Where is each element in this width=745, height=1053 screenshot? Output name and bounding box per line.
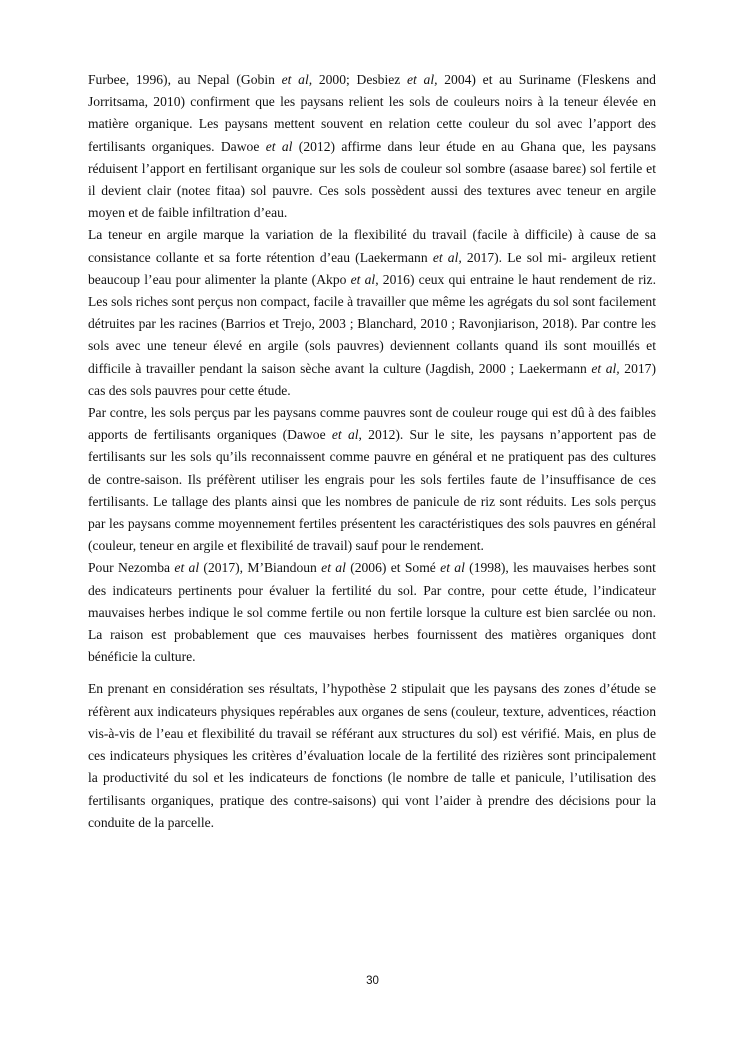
text-run: La teneur en argile marque la variation de la flexibilité du travail (facile à difficile) à cause de sa consistance collante et sa forte rétention d’eau (Laekermann — [88, 227, 656, 265]
text-run: (1998), les mauvaises herbes sont des indicateurs pertinents pour évaluer la fertilité du sol. Par contre, pour cette étude, l’indicateur mauvaises herbes indique le sol comme fertile ou non fertile lorsque la culture est bien sarclée ou non. La raison est probablement que ces mauvaises herbes fournissent des matières organiques dont bénéficie la culture. — [88, 560, 656, 665]
text-run: Par contre, les sols perçus par les paysans comme pauvres sont de couleur rouge qui est dû à des faibles apports de fertilisants organiques (Dawoe — [88, 405, 656, 443]
text-run: 2004) et au Suriname (Fleskens and Jorritsama, 2010) confirment que les paysans relient les sols de couleurs noirs à la teneur élevée en matière organique. Les paysans mettent souvent en relation cette couleur du sol avec l’apport des fertilisants organiques. Dawoe — [88, 72, 656, 154]
citation-et-al: et al — [265, 138, 293, 154]
citation-et-al: et al, — [281, 72, 313, 87]
citation-et-al: et al, — [432, 249, 462, 265]
text-run: (2006) et Somé — [345, 560, 441, 576]
citation-et-al: et al — [174, 560, 200, 576]
text-run: Furbee, 1996), au Nepal (Gobin — [88, 72, 282, 87]
paragraph-1 — [88, 69, 656, 224]
text-run: , 2012). Sur le site, les paysans n’apportent pas de fertilisants sur les sols qu’ils reconnaissent comme pauvre en général et ne pratiquent pas des cultures de contre-saison. Ils préfèrent utiliser les engrais pour les sols fertiles faute de l’insuffisance de ces fertilisants. Le tallage des plants ainsi que les nombres de panicule de riz sont réduits. Les sols perçus par les paysans comme moyennement fertiles présentent les caractéristiques des sols pauvres en général (couleur, teneur en argile et flexibilité de travail) sauf pour le rendement. — [88, 427, 656, 554]
citation-et-al: et al, — [407, 72, 438, 87]
paragraph-4 — [88, 557, 656, 668]
text-run: 2000; Desbiez — [312, 72, 408, 87]
citation-et-al: et al — [440, 560, 465, 576]
paragraph-2 — [88, 224, 656, 402]
citation-et-al: et al, — [591, 360, 620, 376]
paragraph-5 — [88, 678, 656, 833]
citation-et-al: et al — [331, 427, 359, 443]
text-run: En prenant en considération ses résultats, l’hypothèse 2 stipulait que les paysans des zones d’étude se réfèrent aux indicateurs physiques repérables aux organes de sens (couleur, texture, adventices, réaction vis-à-vis de l’eau et flexibilité du travail se référant aux structures du sol) est vérifié. Mais, en plus de ces indicateurs physiques les critères d’évaluation locale de la fertilité des rizières sont principalement la productivité du sol et les indicateurs de fonctions (le nombre de talle et panicule, l’utilisation des fertilisants organiques, pratique des contre-saisons) qui vont l’aider à prendre des décisions pour la conduite de la parcelle. — [88, 681, 656, 830]
citation-et-al: et al — [350, 271, 376, 287]
text-run: Pour Nezomba — [88, 560, 175, 576]
text-run: , 2016) ceux qui entraine le haut rendement de riz. Les sols riches sont perçus non compact, facile à travailler que même les agrégats du sol sont facilement détruites par les racines (Barrios et Trejo, 2003 ; Blanchard, 2010 ; Ravonjiarison, 2018). Par contre les sols avec une teneur élevé en argile (sols pauvres) deviennent collants quand ils sont mouillés et difficile à travailler pendant la saison sèche avant la culture (Jagdish, 2000 ; Laekermann — [88, 271, 656, 376]
text-run: (2017), M’Biandoun — [199, 560, 322, 576]
page-number: 30 — [366, 975, 379, 987]
text-run: 2017). Le sol mi- argileux retient beaucoup l’eau pour alimenter la plante (Akpo — [88, 249, 656, 287]
text-run: (2012) affirme dans leur étude en au Ghana que, les paysans réduisent l’apport en fertilisant organique sur les sols de couleur sol sombre (asaase bareɛ) sol fertile et il devient clair (noteɛ fitaa) sol pauvre. Ces sols possèdent aussi des textures avec teneur en argile moyen et de faible infiltration d’eau. — [88, 138, 657, 221]
citation-et-al: et al — [321, 560, 346, 576]
paragraph-3 — [88, 402, 656, 557]
text-run: 2017) cas des sols pauvres pour cette étude. — [88, 360, 656, 398]
body-text — [88, 69, 656, 834]
